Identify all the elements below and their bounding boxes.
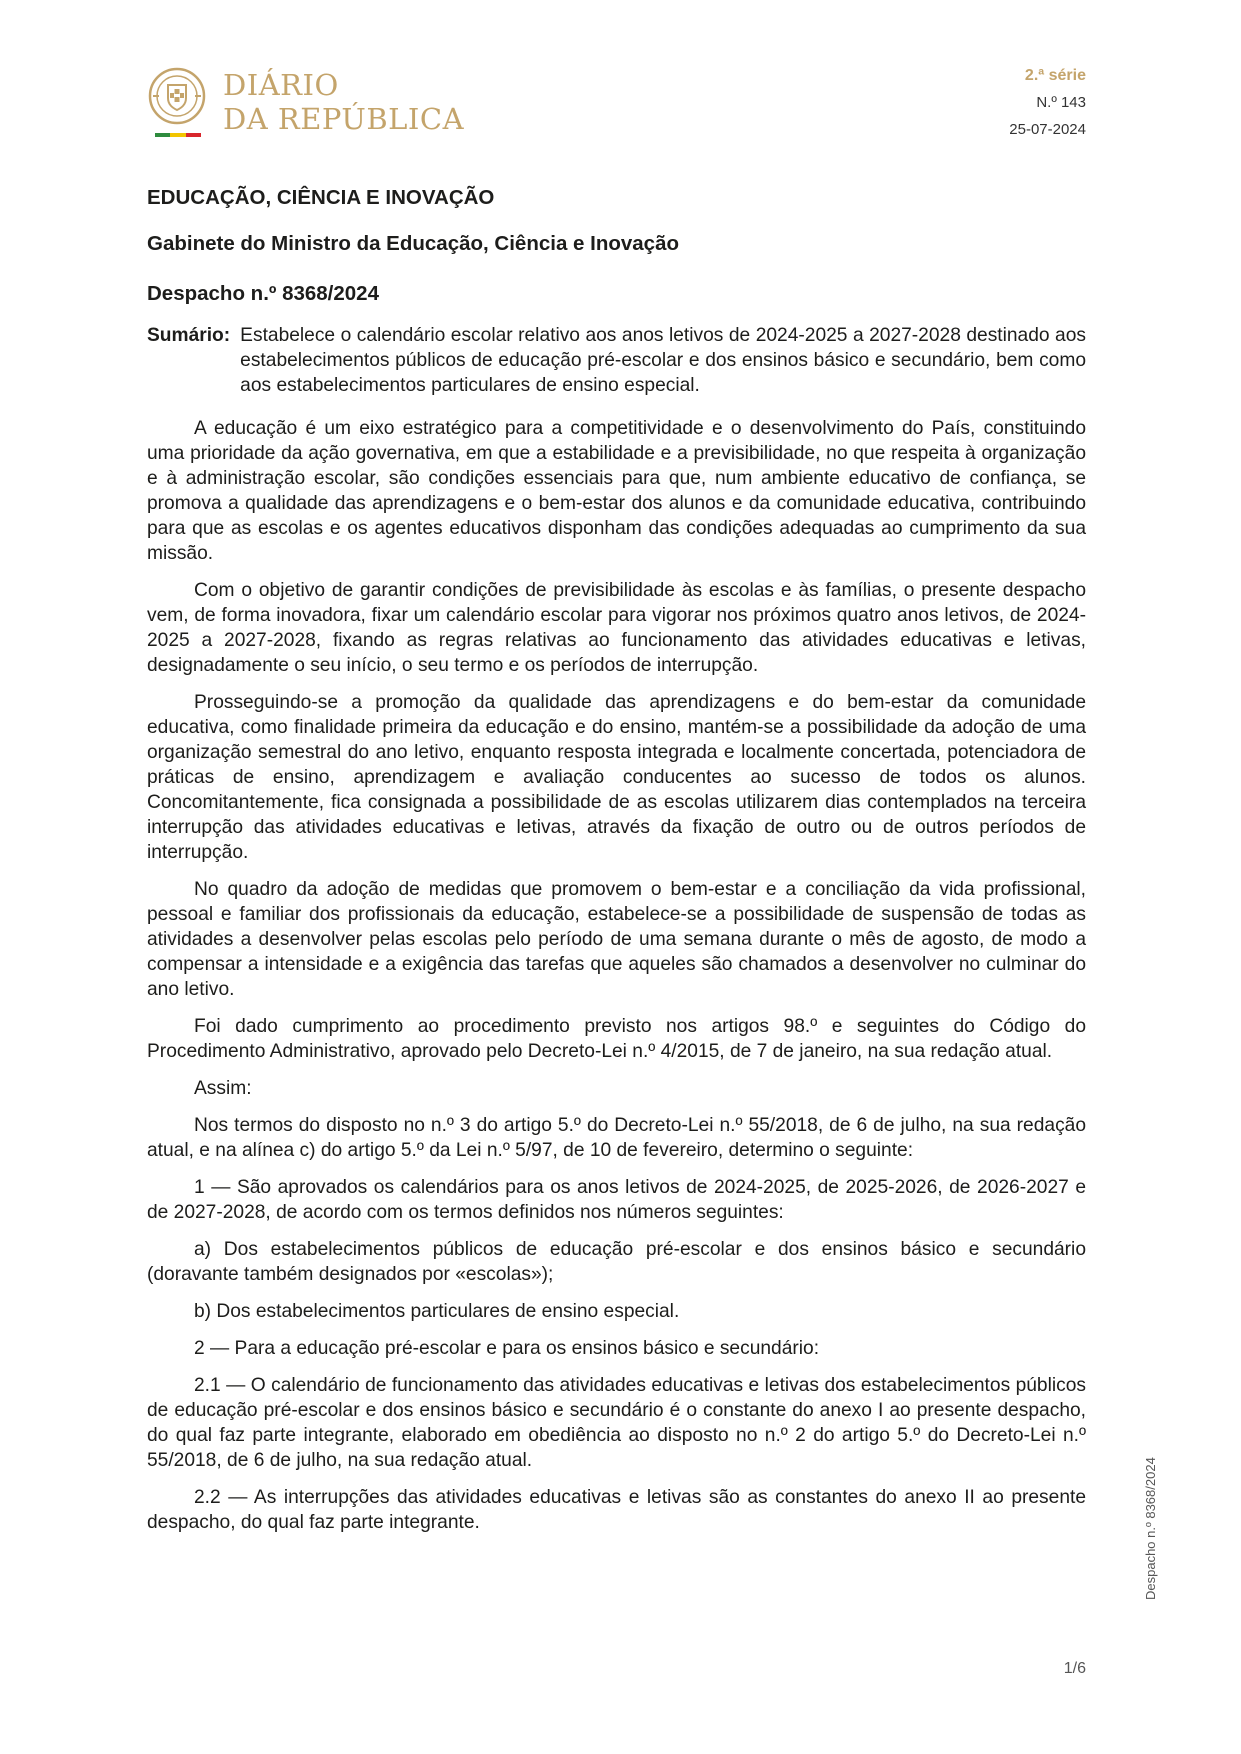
document-body bbox=[147, 185, 1086, 1547]
summary-block bbox=[147, 323, 1086, 398]
issue-info bbox=[1009, 62, 1086, 143]
logo-wordmark bbox=[223, 68, 464, 136]
despacho-title: Despacho n.º 8368/2024 bbox=[147, 282, 379, 305]
paragraph: No quadro da adoção de medidas que promovem o bem-estar e a conciliação da vida profissional, pessoal e familiar dos profissionais da educação, estabelece-se a possibilidade de suspensão de todas as atividades a desenvolver pelas escolas pelo período de uma semana durante o mês de agosto, de modo a compensar a intensidade e a exigência das tarefas que aqueles são chamados a desenvolver no culminar do ano letivo. bbox=[147, 879, 1086, 1000]
diario-republica-logo bbox=[147, 66, 477, 142]
paragraph: A educação é um eixo estratégico para a competitividade e o desenvolvimento do País, constituindo uma prioridade da ação governativa, em que a estabilidade e a previsibilidade, no que respeita à organização e à administração escolar, são condições essenciais para que, num ambiente educativo de confiança, se promova a qualidade das aprendizagens e o bem-estar dos alunos e da comunidade educativa, contribuindo para que as escolas e os agentes educativos disponham das condições adequadas ao cumprimento da sua missão. bbox=[147, 418, 1086, 564]
paragraph: Nos termos do disposto no n.º 3 do artigo 5.º do Decreto-Lei n.º 55/2018, de 6 de julho, na sua redação atual, e na alínea c) do artigo 5.º da Lei n.º 5/97, de 10 de fevereiro, determino o seguinte: bbox=[147, 1115, 1086, 1161]
summary-label: Sumário: bbox=[147, 325, 231, 346]
paragraph: Assim: bbox=[194, 1078, 252, 1099]
paragraph: Prosseguindo-se a promoção da qualidade das aprendizagens e do bem-estar da comunidade educativa, como finalidade primeira da educação e do ensino, mantém-se a possibilidade da adoção de uma organização semestral do ano letivo, enquanto resposta integrada e localmente concertada, potenciadora de práticas de ensino, aprendizagem e avaliação conducentes ao sucesso de todos os alunos. Concomitantemente, fica consignada a possibilidade de as escolas utilizarem dias contemplados na terceira interrupção das atividades educativas e letivas, através da fixação de outro ou de outros períodos de interrupção. bbox=[147, 692, 1086, 863]
paragraph: 2 — Para a educação pré-escolar e para os ensinos básico e secundário: bbox=[194, 1338, 820, 1359]
paragraph: 1 — São aprovados os calendários para os anos letivos de 2024-2025, de 2025-2026, de 2026-2027 e de 2027-2028, de acordo com os termos definidos nos números seguintes: bbox=[147, 1177, 1086, 1223]
paragraph: 2.2 — As interrupções das atividades educativas e letivas são as constantes do anexo II ao presente despacho, do qual faz parte integrante. bbox=[147, 1487, 1086, 1533]
paragraph: b) Dos estabelecimentos particulares de ensino especial. bbox=[194, 1301, 680, 1322]
summary-text: Estabelece o calendário escolar relativo aos anos letivos de 2024-2025 a 2027-2028 destinado aos estabelecimentos públicos de educação pré-escolar e dos ensinos básico e secundário, bem como aos estabelecimentos particulares de ensino especial. bbox=[240, 325, 1086, 396]
paragraph: Foi dado cumprimento ao procedimento previsto nos artigos 98.º e seguintes do Código do Procedimento Administrativo, aprovado pelo Decreto-Lei n.º 4/2015, de 7 de janeiro, na sua redação atual. bbox=[147, 1016, 1086, 1062]
issue-number: N.º 143 bbox=[1036, 94, 1086, 111]
office-heading: Gabinete do Ministro da Educação, Ciência e Inovação bbox=[147, 232, 679, 255]
paragraph: 2.1 — O calendário de funcionamento das atividades educativas e letivas dos estabelecimentos públicos de educação pré-escolar e dos ensinos básico e secundário é o constante do anexo I ao presente despacho, do qual faz parte integrante, elaborado em obediência ao disposto no n.º 2 do artigo 5.º do Decreto-Lei n.º 55/2018, de 6 de julho, na sua redação atual. bbox=[147, 1375, 1086, 1471]
flag-stripe bbox=[155, 133, 201, 137]
paragraph: a) Dos estabelecimentos públicos de educação pré-escolar e dos ensinos básico e secundário (doravante também designados por «escolas»); bbox=[147, 1239, 1086, 1285]
republic-emblem-icon bbox=[147, 66, 207, 126]
logo-line-2: DA REPÚBLICA bbox=[223, 102, 465, 136]
ministry-heading: EDUCAÇÃO, CIÊNCIA E INOVAÇÃO bbox=[147, 186, 495, 209]
series-label: 2.ª série bbox=[1024, 67, 1086, 84]
issue-date: 25-07-2024 bbox=[1009, 121, 1086, 138]
side-document-label: Despacho n.º 8368/2024 bbox=[1143, 1457, 1158, 1600]
paragraph: Com o objetivo de garantir condições de previsibilidade às escolas e às famílias, o presente despacho vem, de forma inovadora, fixar um calendário escolar para vigorar nos próximos quatro anos letivos, de 2024-2025 a 2027-2028, fixando as regras relativas ao funcionamento das atividades educativas e letivas, designadamente o seu início, o seu termo e os períodos de interrupção. bbox=[147, 580, 1086, 676]
logo-line-1: DIÁRIO bbox=[223, 68, 339, 102]
page-number: 1/6 bbox=[1063, 1660, 1086, 1677]
